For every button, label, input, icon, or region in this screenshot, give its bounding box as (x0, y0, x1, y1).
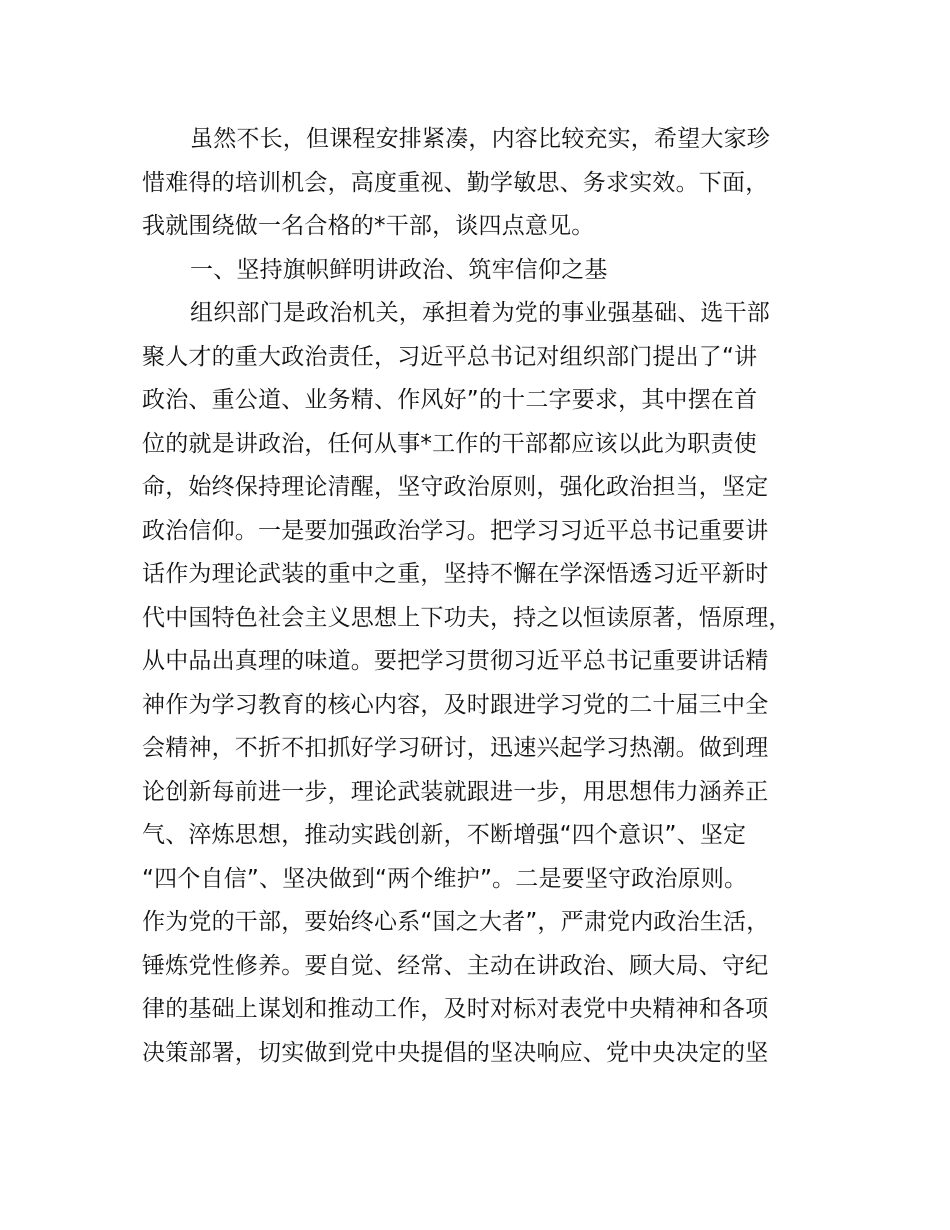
paragraph-line: 位的就是讲政治，任何从事*工作的干部都应该以此为职责使 (142, 430, 757, 457)
paragraph-line: 会精神，不折不扣抓好学习研讨，迅速兴起学习热潮。做到理 (142, 735, 769, 761)
paragraph-line: 论创新每前进一步，理论武装就跟进一步，用思想伟力涵养正 (142, 778, 769, 805)
document-body (142, 118, 832, 1075)
section-heading: 一、坚持旗帜鲜明讲政治、筑牢信仰之基 (190, 256, 608, 283)
paragraph-line: “四个自信”、坚决做到“两个维护”。二是要坚守政治原则。 (142, 865, 748, 892)
paragraph-line: 政治、重公道、业务精、作风好”的十二字要求，其中摆在首 (142, 387, 758, 413)
paragraph-line: 律的基础上谋划和推动工作，及时对标对表党中央精神和各项 (142, 996, 769, 1022)
paragraph-line: 政治信仰。一是要加强政治学习。把学习习近平总书记重要讲 (142, 517, 769, 544)
paragraph-line: 组织部门是政治机关，承担着为党的事业强基础、选干部 (190, 300, 770, 326)
paragraph-line: 虽然不长，但课程安排紧凑，内容比较充实，希望大家珍 (190, 126, 770, 152)
paragraph-line: 命，始终保持理论清醒，坚守政治原则，强化政治担当，坚定 (142, 474, 769, 500)
paragraph-line: 聚人才的重大政治责任，习近平总书记对组织部门提出了“讲 (142, 343, 758, 370)
paragraph-line: 我就围绕做一名合格的*干部，谈四点意见。 (142, 213, 595, 239)
paragraph-line: 惜难得的培训机会，高度重视、勤学敏思、务求实效。下面， (142, 169, 769, 196)
paragraph-line: 气、淬炼思想，推动实践创新，不断增强“四个意识”、坚定 (142, 822, 747, 848)
paragraph-line: 话作为理论武装的重中之重，坚持不懈在学深悟透习近平新时 (142, 561, 769, 587)
paragraph-line: 从中品出真理的味道。要把学习贯彻习近平总书记重要讲话精 (142, 648, 769, 674)
paragraph-line: 作为党的干部，要始终心系“国之大者”，严肃党内政治生活， (142, 909, 770, 935)
paragraph-line: 决策部署，切实做到党中央提倡的坚决响应、党中央决定的坚 (142, 1039, 769, 1066)
paragraph-line: 代中国特色社会主义思想上下功夫，持之以恒读原著，悟原理， (142, 604, 792, 631)
paragraph-line: 锤炼党性修养。要自觉、经常、主动在讲政治、顾大局、守纪 (142, 952, 769, 979)
paragraph-line: 神作为学习教育的核心内容，及时跟进学习党的二十届三中全 (142, 691, 769, 718)
